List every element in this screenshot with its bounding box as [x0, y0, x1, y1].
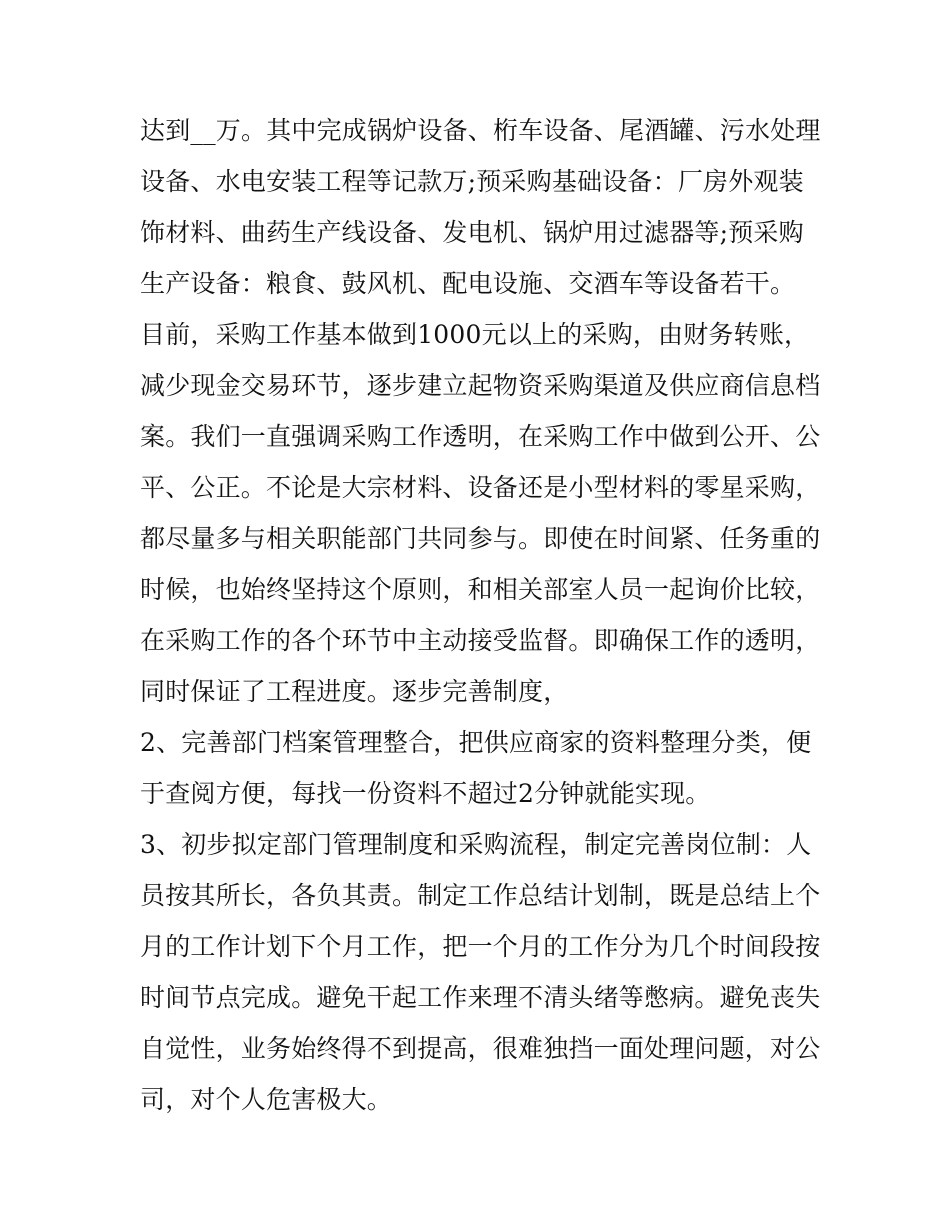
text-line: 都尽量多与相关职能部门共同参与。即使在时间紧、任务重的 — [140, 524, 821, 553]
text-line: 设备、水电安装工程等记款万;预采购基础设备：厂房外观装 — [140, 167, 804, 196]
text-line: 自觉性，业务始终得不到提高，很难独挡一面处理问题，对公 — [140, 1034, 821, 1063]
text-line: 案。我们一直强调采购工作透明，在采购工作中做到公开、公 — [140, 422, 821, 451]
text-line: 月的工作计划下个月工作，把一个月的工作分为几个时间段按 — [140, 932, 821, 961]
text-line: 达到__万。其中完成锅炉设备、桁车设备、尾酒罐、污水处理 — [140, 116, 821, 145]
text-line: 员按其所长，各负其责。制定工作总结计划制，既是总结上个 — [140, 881, 821, 910]
text-line: 时候，也始终坚持这个原则，和相关部室人员一起询价比较， — [140, 575, 821, 604]
text-line: 饰材料、曲药生产线设备、发电机、锅炉用过滤器等;预采购 — [140, 218, 804, 247]
text-line: 生产设备：粮食、鼓风机、配电设施、交酒车等设备若干。 — [140, 269, 796, 298]
list-item-2: 2、完善部门档案管理整合，把供应商家的资料整理分类，便 — [140, 728, 812, 757]
body-text — [140, 105, 820, 1125]
text-line: 于查阅方便，每找一份资料不超过2分钟就能实现。 — [140, 779, 711, 808]
text-line: 减少现金交易环节，逐步建立起物资采购渠道及供应商信息档 — [140, 371, 821, 400]
text-line: 在采购工作的各个环节中主动接受监督。即确保工作的透明， — [140, 626, 821, 655]
text-line: 同时保证了工程进度。逐步完善制度， — [140, 677, 569, 706]
text-line: 平、公正。不论是大宗材料、设备还是小型材料的零星采购， — [140, 473, 821, 502]
text-line: 司，对个人危害极大。 — [140, 1085, 393, 1114]
text-line: 时间节点完成。避免干起工作来理不清头绪等憋病。避免丧失 — [140, 983, 821, 1012]
list-item-3: 3、初步拟定部门管理制度和采购流程，制定完善岗位制：人 — [140, 830, 812, 859]
text-line: 目前，采购工作基本做到1000元以上的采购，由财务转账， — [140, 320, 810, 349]
